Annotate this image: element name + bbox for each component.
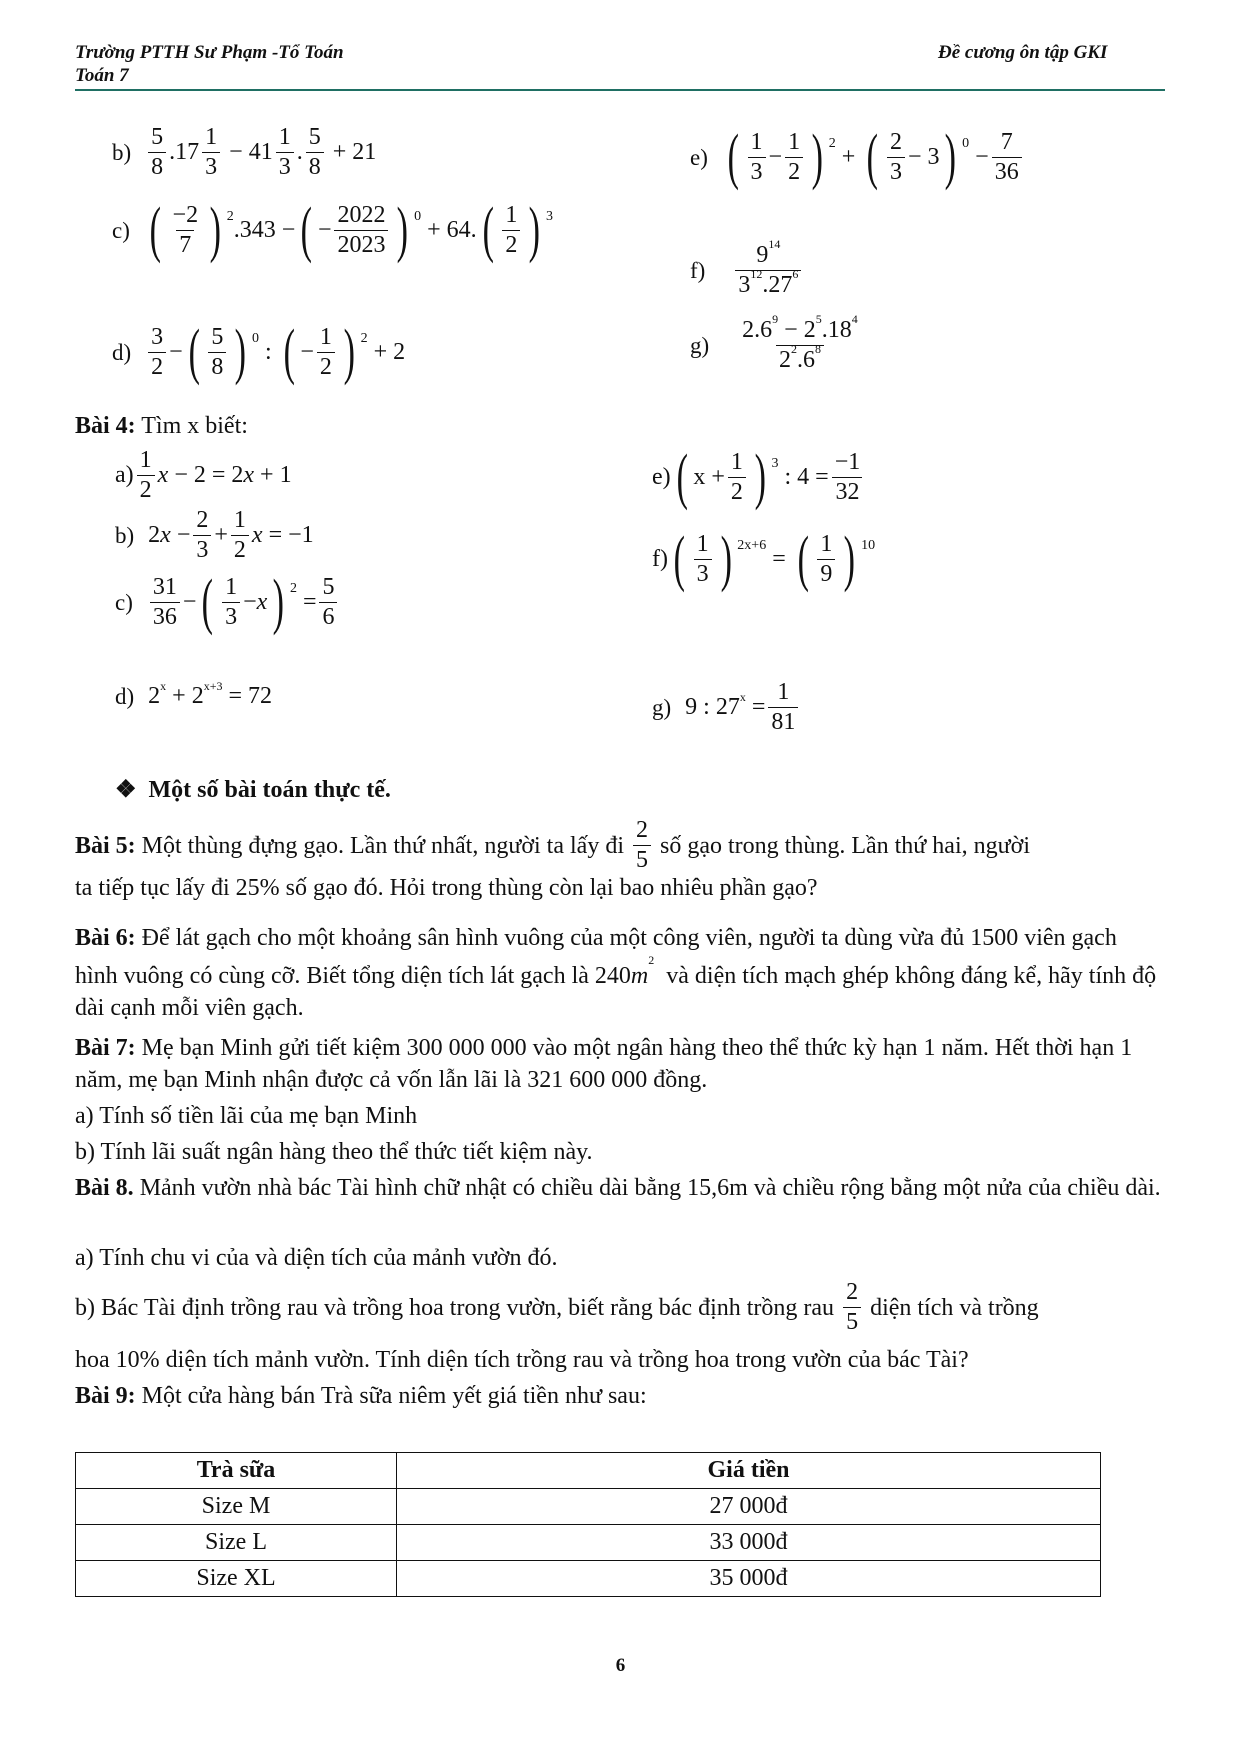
header-subject: Toán 7 bbox=[75, 65, 129, 86]
bai3-c: c) ( −2 7 ) $^2$ .343 − ( − 2022 2023 ) $^0$ + 64. ( 1 2 ) $^3$ bbox=[112, 195, 553, 264]
bai5-line2: ta tiếp tục lấy đi 25% số gạo đó. Hỏi trong thùng còn lại bao nhiêu phần gạo? bbox=[75, 875, 818, 901]
bai8: Bài 8. Mảnh vườn nhà bác Tài hình chữ nhật có chiều dài bằng 15,6m và chiều rộng bằng một nửa của chiều dài. bbox=[75, 1175, 1161, 1201]
bai5-line1: Bài 5: Một thùng đựng gạo. Lần thứ nhất, người ta lấy đi 2 5 số gạo trong thùng. Lần thứ hai, người bbox=[75, 817, 1030, 874]
page-number: 6 bbox=[615, 1655, 626, 1676]
bai9: Bài 9: Một cửa hàng bán Trà sữa niêm yết giá tiền như sau: bbox=[75, 1383, 647, 1409]
header-title: Đề cương ôn tập GKI bbox=[938, 42, 1108, 63]
bai4-b: b) 2 x − 2 3 + 1 2 x = −1 bbox=[115, 507, 314, 564]
table-header-row bbox=[76, 1453, 1101, 1489]
bai7: Bài 7: Mẹ bạn Minh gửi tiết kiệm 300 000 000 vào một ngân hàng theo thể thức kỳ hạn 1 năm. Hết thời hạn 1 năm, mẹ bạn Minh nhận được cả vốn lẫn lãi là 321 600 000 đồng. bbox=[75, 1035, 1133, 1093]
table-cell: Size M bbox=[76, 1489, 397, 1525]
table-cell: 35 000đ bbox=[397, 1561, 1101, 1597]
table-header: Giá tiền bbox=[397, 1453, 1101, 1489]
bai4-title: Bài 4: Tìm x biết: bbox=[75, 413, 248, 439]
bai4-c: c) 31 36 − ( 1 3 − x ) $^2$ = 5 6 bbox=[115, 575, 340, 630]
bai3-d: d) 3 2 − ( 5 8 ) $^0$ : ( − 1 2 ) $^2$ + 2 bbox=[112, 317, 406, 386]
table-row bbox=[76, 1561, 1101, 1597]
bai8-b: b) Bác Tài định trồng rau và trồng hoa trong vườn, biết rằng bác định trồng rau 2 5 diện tích và trồng bbox=[75, 1279, 1039, 1336]
section-heading: ❖ Một số bài toán thực tế. bbox=[115, 777, 391, 803]
table-row bbox=[76, 1525, 1101, 1561]
bai4-e: e) ( x + 1 2 ) $^3$ : 4 = −1 32 bbox=[652, 450, 866, 505]
bai8-b-cont: hoa 10% diện tích mảnh vườn. Tính diện tích trồng rau và trồng hoa trong vườn của bác Tài? bbox=[75, 1347, 969, 1373]
bai4-f: f) ( 1 3 ) $^{2x+6}$ = ( 1 9 ) $^{10}$ bbox=[652, 524, 876, 593]
bai4-d: d) 2 $^x$ + 2 $^{x+3}$ = 72 bbox=[115, 679, 273, 709]
bai7-b: b) Tính lãi suất ngân hàng theo thể thức tiết kiệm này. bbox=[75, 1139, 593, 1165]
table-cell: Size XL bbox=[76, 1561, 397, 1597]
table-cell: Size L bbox=[76, 1525, 397, 1561]
diamond-bullet-icon: ❖ bbox=[115, 777, 137, 803]
header-rule bbox=[75, 89, 1165, 91]
bai3-e: e) ( 1 3 − 1 2 ) $^2$ + ( 2 3 − 3 ) $^0$ − 7 36 bbox=[690, 130, 1025, 185]
bai4-g: g) 9 : 27 $^x$ = 1 81 bbox=[652, 680, 801, 735]
table-cell: 27 000đ bbox=[397, 1489, 1101, 1525]
table-row bbox=[76, 1489, 1101, 1525]
header-school: Trường PTTH Sư Phạm -Tổ Toán bbox=[75, 42, 344, 63]
bai3-b: b) 5 8 .17 1 3 − 41 1 3 . 5 8 + 21 bbox=[112, 124, 377, 181]
bai3-g: g) $2.6^9 - 2^5.18^4$ $2^2.6^8$ bbox=[690, 312, 858, 374]
price-table bbox=[75, 1452, 1101, 1597]
bai8-a: a) Tính chu vi của và diện tích của mảnh vườn đó. bbox=[75, 1245, 558, 1271]
bai3-f: f) $9^{14}$ $3^{12}.27^6$ bbox=[690, 243, 804, 298]
bai6: Bài 6: Để lát gạch cho một khoảng sân hình vuông của một công viên, người ta dùng vừa đủ 1500 viên gạch hình vuông có cùng cỡ. Biết tổng diện tích lát gạch là $240m^2$ và diện tích mạch ghép không đáng kể, hãy tính độ dài cạnh mỗi viên gạch. bbox=[75, 925, 1157, 1021]
bai7-a: a) Tính số tiền lãi của mẹ bạn Minh bbox=[75, 1103, 418, 1129]
table-header: Trà sữa bbox=[76, 1453, 397, 1489]
bai4-a: a) 1 2 x − 2 = 2 x + 1 bbox=[115, 447, 292, 504]
table-cell: 33 000đ bbox=[397, 1525, 1101, 1561]
